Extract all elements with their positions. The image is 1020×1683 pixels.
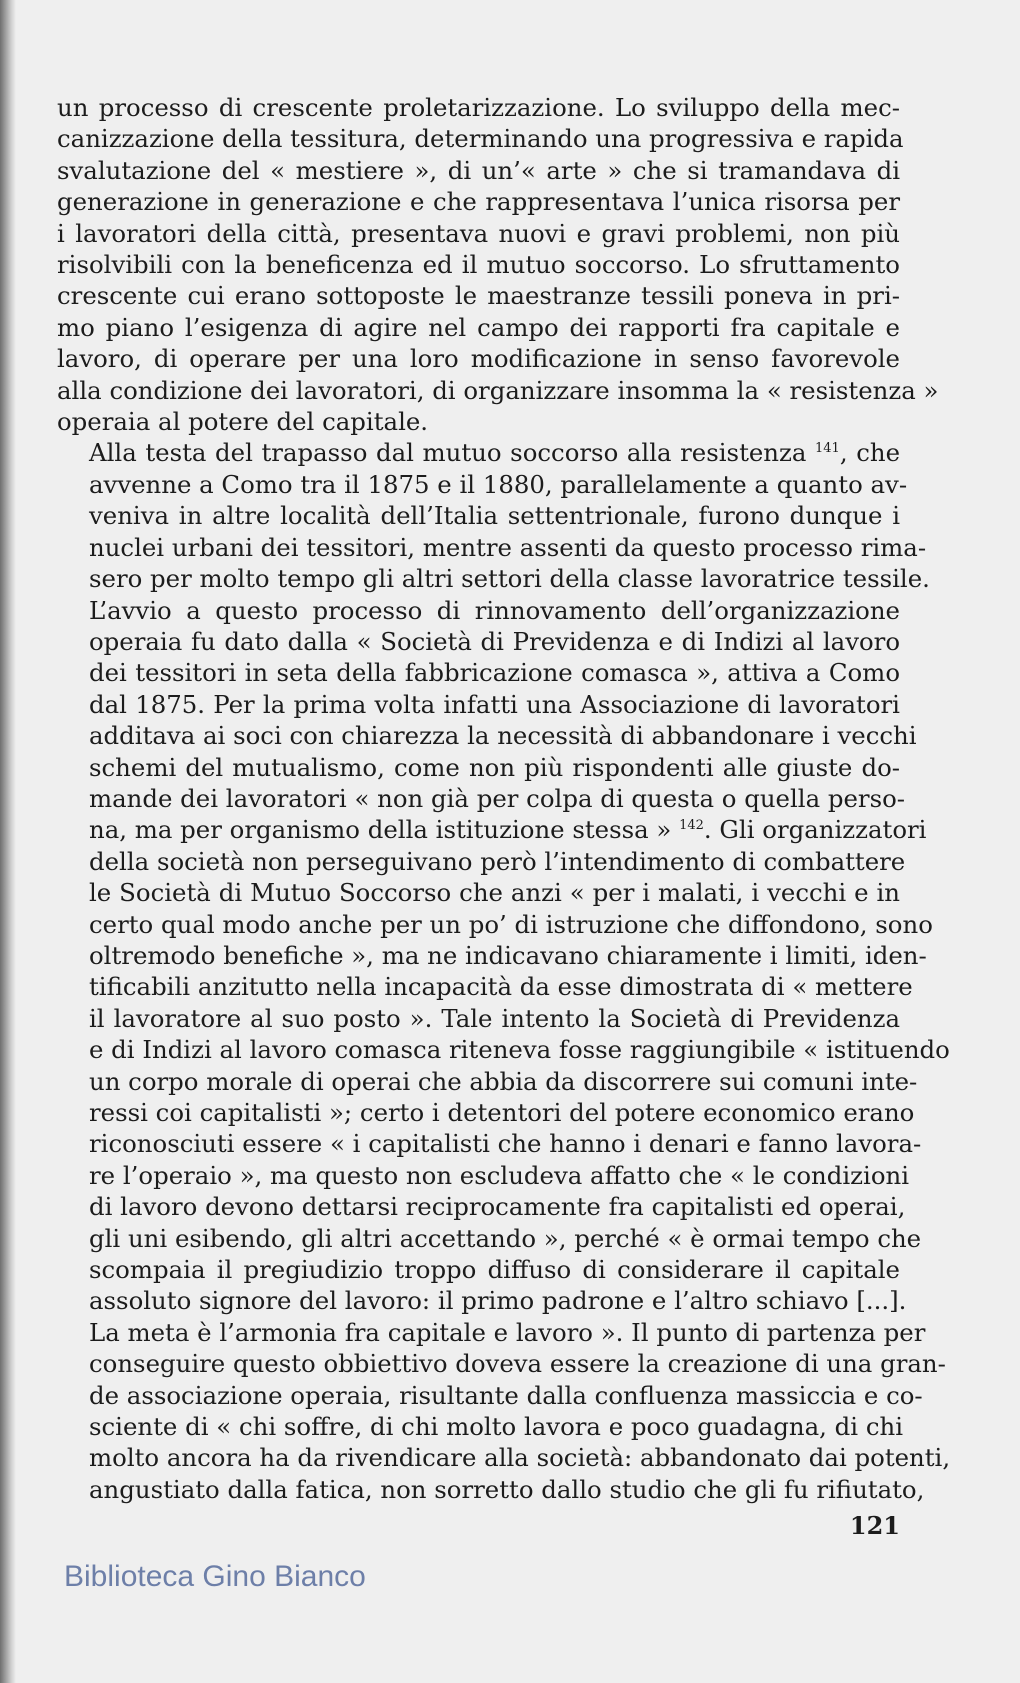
text-fragment: . Gli organizzatori bbox=[703, 815, 927, 845]
text-line: nuclei urbani dei tessitori, mentre assenti da questo processo rima- bbox=[89, 532, 927, 562]
text-line: risolvibili con la beneficenza ed il mutuo soccorso. Lo sfruttamento bbox=[57, 250, 900, 280]
text-line: sero per molto tempo gli altri settori della classe lavoratrice tessile. bbox=[89, 564, 930, 594]
text-line: dal 1875. Per la prima volta infatti una Associazione di lavoratori bbox=[89, 689, 900, 719]
library-watermark: Biblioteca Gino Bianco bbox=[64, 1560, 366, 1593]
text-line: scompaia il pregiudizio troppo diffuso di considerare il capitale bbox=[89, 1255, 900, 1285]
text-line: de associazione operaia, risultante dalla confluenza massiccia e co- bbox=[89, 1380, 923, 1410]
text-line: avvenne a Como tra il 1875 e il 1880, parallelamente a quanto av- bbox=[89, 469, 908, 499]
page-number: 121 bbox=[849, 1511, 900, 1540]
text-line: canizzazione della tessitura, determinando una progressiva e rapida bbox=[57, 124, 904, 154]
text-line: tificabili anzitutto nella incapacità da esse dimostrata di « mettere bbox=[89, 972, 913, 1002]
text-line: mo piano l’esigenza di agire nel campo dei rapporti fra capitale e bbox=[57, 312, 900, 342]
paragraph-3 bbox=[57, 595, 951, 1506]
text-fragment: , che bbox=[839, 438, 901, 468]
text-line: crescente cui erano sottoposte le maestranze tessili poneva in pri- bbox=[57, 281, 900, 311]
text-line: angustiato dalla fatica, non sorretto dallo studio che gli fu rifiutato, bbox=[89, 1474, 925, 1504]
text-line: molto ancora ha da rivendicare alla società: abbandonato dai potenti, bbox=[89, 1443, 951, 1473]
text-line: conseguire questo obbiettivo doveva essere la creazione di una gran- bbox=[89, 1349, 946, 1379]
text-fragment: Alla testa del trapasso dal mutuo soccorso alla resistenza bbox=[89, 438, 816, 468]
text-line: della società non perseguivano però l’intendimento di combattere bbox=[89, 846, 906, 876]
text-line: operaia fu dato dalla « Società di Previdenza e di Indizi al lavoro bbox=[89, 626, 900, 656]
text-line: lavoro, di operare per una loro modificazione in senso favorevole bbox=[57, 344, 900, 374]
text-line: svalutazione del « mestiere », di un’« arte » che si tramandava di bbox=[57, 155, 900, 185]
text-line: alla condizione dei lavoratori, di organizzare insomma la « resistenza » bbox=[57, 375, 939, 405]
text-line: certo qual modo anche per un po’ di istruzione che diffondono, sono bbox=[89, 909, 933, 939]
text-line: mande dei lavoratori « non già per colpa di questa o quella perso- bbox=[89, 783, 906, 813]
text-line: L’avvio a questo processo di rinnovamento dell’organizzazione bbox=[89, 595, 900, 625]
paragraph-1 bbox=[57, 92, 939, 437]
text-line: assoluto signore del lavoro: il primo padrone e l’altro schiavo [...]. bbox=[89, 1286, 907, 1316]
text-line: e di Indizi al lavoro comasca riteneva fosse raggiungibile « istituendo bbox=[89, 1035, 950, 1065]
text-fragment: na, ma per organismo della istituzione stessa » bbox=[89, 815, 680, 845]
spine-shadow bbox=[0, 0, 16, 1683]
text-line: i lavoratori della città, presentava nuovi e gravi problemi, non più bbox=[57, 218, 900, 248]
text-line: generazione in generazione e che rappresentava l’unica risorsa per bbox=[57, 187, 900, 217]
text-line: un corpo morale di operai che abbia da discorrere sui comuni inte- bbox=[89, 1066, 918, 1096]
text-line: re l’operaio », ma questo non escludeva affatto che « le condizioni bbox=[89, 1160, 910, 1190]
text-line: sciente di « chi soffre, di chi molto lavora e poco guadagna, di chi bbox=[89, 1412, 904, 1442]
text-line bbox=[57, 814, 927, 845]
text-line: oltremodo benefiche », ma ne indicavano chiaramente i limiti, iden- bbox=[89, 940, 927, 970]
footnote-ref-141: 141 bbox=[815, 441, 840, 457]
text-line: dei tessitori in seta della fabbricazione comasca », attiva a Como bbox=[89, 658, 900, 688]
text-line: il lavoratore al suo posto ». Tale intento la Società di Previdenza bbox=[89, 1003, 900, 1033]
text-line: un processo di crescente proletarizzazione. Lo sviluppo della mec- bbox=[57, 93, 900, 122]
text-line: le Società di Mutuo Soccorso che anzi « per i malati, i vecchi e in bbox=[89, 878, 900, 908]
text-line: La meta è l’armonia fra capitale e lavoro ». Il punto di partenza per bbox=[89, 1317, 926, 1347]
text-line: riconosciuti essere « i capitalisti che hanno i denari e fanno lavora- bbox=[89, 1129, 922, 1159]
text-line bbox=[57, 437, 900, 468]
text-line: di lavoro devono dettarsi reciprocamente fra capitalisti ed operai, bbox=[89, 1192, 906, 1222]
paragraph-2 bbox=[57, 437, 930, 594]
body-text bbox=[57, 92, 951, 1505]
text-line: schemi del mutualismo, come non più rispondenti alle giuste do- bbox=[89, 752, 900, 782]
footnote-ref-142: 142 bbox=[679, 818, 704, 834]
text-line: gli uni esibendo, gli altri accettando », perché « è ormai tempo che bbox=[89, 1223, 922, 1253]
text-line: additava ai soci con chiarezza la necessità di abbandonare i vecchi bbox=[89, 721, 917, 751]
text-line: operaia al potere del capitale. bbox=[57, 407, 429, 437]
text-line: ressi coi capitalisti »; certo i detentori del potere economico erano bbox=[89, 1098, 915, 1127]
text-line: veniva in altre località dell’Italia settentrionale, furono dunque i bbox=[89, 501, 900, 531]
